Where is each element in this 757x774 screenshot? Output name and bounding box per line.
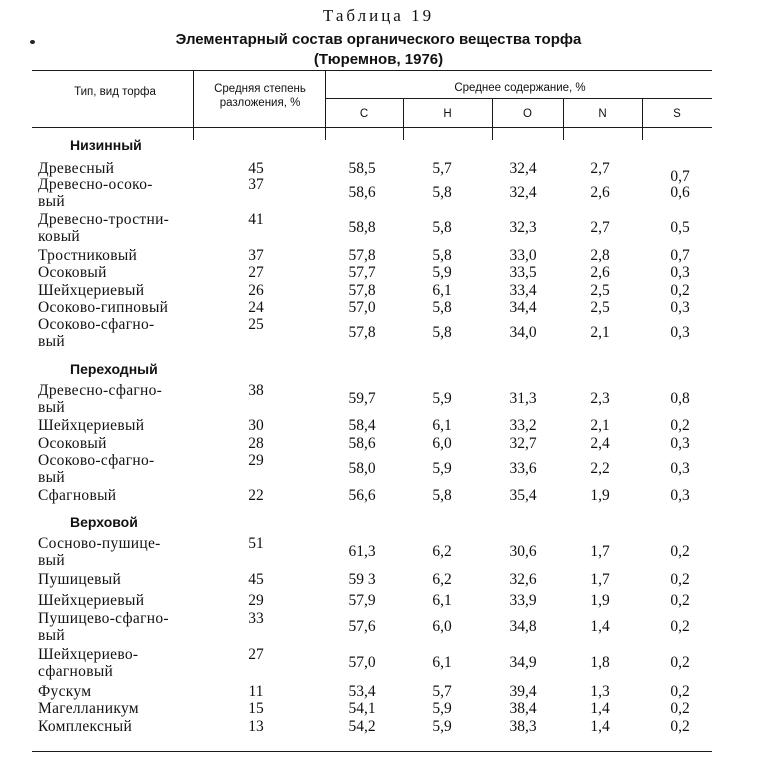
row-decomposition: 37	[248, 247, 264, 264]
row-value-o: 35,4	[509, 487, 537, 504]
row-value-s: 0,2	[670, 592, 690, 609]
row-value-s: 0,2	[670, 571, 690, 588]
row-value-c: 56,6	[348, 487, 376, 504]
row-name: Пушицево-сфагно-	[38, 610, 169, 627]
row-value-c: 54,2	[348, 718, 376, 735]
row-decomposition: 45	[248, 571, 264, 588]
header-type: Тип, вид торфа	[74, 86, 156, 98]
row-name: Фускум	[38, 683, 92, 700]
row-value-o: 34,9	[509, 654, 537, 671]
row-value-c: 57,0	[348, 299, 376, 316]
row-decomposition: 22	[248, 487, 264, 504]
section-title: Верховой	[70, 514, 138, 530]
row-value-n: 2,1	[590, 417, 610, 434]
row-value-c: 61,3	[348, 543, 376, 560]
row-value-o: 32,4	[509, 184, 537, 201]
row-name: Древесно-сфагно-	[38, 382, 163, 399]
row-name: Шейхцериевый	[38, 592, 145, 609]
row-value-n: 2,5	[590, 299, 610, 316]
header-decomposition: Средняя степень разложения, %	[214, 83, 306, 109]
header-element-h: H	[443, 108, 452, 120]
row-value-c: 53,4	[348, 683, 376, 700]
table-source: (Тюремнов, 1976)	[313, 51, 444, 68]
row-value-n: 2,7	[590, 219, 610, 236]
table-top-rule	[32, 70, 712, 71]
col-divider-type	[193, 70, 194, 140]
row-value-s: 0,2	[670, 683, 690, 700]
row-value-s: 0,5	[670, 219, 690, 236]
row-value-n: 2,6	[590, 184, 610, 201]
row-decomposition: 33	[248, 610, 264, 627]
row-name: сфагновый	[38, 663, 114, 680]
row-value-h: 6,0	[432, 618, 452, 635]
row-decomposition: 24	[248, 299, 264, 316]
row-value-s: 0,7	[670, 168, 690, 185]
header-element-n: N	[598, 108, 607, 120]
row-value-n: 2,1	[590, 324, 610, 341]
row-value-n: 1,3	[590, 683, 610, 700]
row-name: Комплексный	[38, 718, 133, 735]
row-value-o: 31,3	[509, 390, 537, 407]
row-decomposition: 27	[248, 646, 264, 663]
row-value-n: 2,5	[590, 282, 610, 299]
row-name: Осоково-гипновый	[38, 299, 169, 316]
row-name: Шейхцериевый	[38, 417, 145, 434]
row-value-h: 5,7	[432, 683, 452, 700]
row-value-h: 6,1	[432, 654, 452, 671]
header-bottom-rule	[32, 127, 712, 128]
row-value-s: 0,7	[670, 247, 690, 264]
row-decomposition: 29	[248, 452, 264, 469]
row-name: вый	[38, 399, 65, 416]
row-name: Магелланикум	[38, 700, 139, 717]
row-name: Пушицевый	[38, 571, 122, 588]
row-value-o: 33,9	[509, 592, 537, 609]
row-decomposition: 29	[248, 592, 264, 609]
row-value-o: 34,0	[509, 324, 537, 341]
row-value-c: 58,6	[348, 435, 376, 452]
row-name: вый	[38, 627, 65, 644]
row-value-o: 33,0	[509, 247, 537, 264]
row-decomposition: 25	[248, 316, 264, 333]
row-value-h: 5,8	[432, 487, 452, 504]
row-value-n: 1,7	[590, 543, 610, 560]
row-value-s: 0,8	[670, 390, 690, 407]
row-value-s: 0,3	[670, 435, 690, 452]
row-name: Древесно-осоко-	[38, 176, 153, 193]
row-value-n: 1,4	[590, 700, 610, 717]
row-value-s: 0,2	[670, 543, 690, 560]
row-value-h: 5,9	[432, 718, 452, 735]
row-value-o: 34,4	[509, 299, 537, 316]
row-value-n: 2,6	[590, 264, 610, 281]
row-value-n: 2,2	[590, 460, 610, 477]
row-value-s: 0,2	[670, 700, 690, 717]
row-name: Осоковый	[38, 435, 107, 452]
row-value-s: 0,2	[670, 654, 690, 671]
row-decomposition: 13	[248, 718, 264, 735]
row-value-c: 57,7	[348, 264, 376, 281]
row-value-s: 0,3	[670, 299, 690, 316]
row-value-s: 0,6	[670, 184, 690, 201]
row-value-c: 57,0	[348, 654, 376, 671]
row-name: Сфагновый	[38, 487, 117, 504]
row-value-n: 1,9	[590, 592, 610, 609]
col-divider-decomp	[325, 70, 326, 140]
row-value-o: 33,5	[509, 264, 537, 281]
row-name: вый	[38, 193, 65, 210]
row-value-n: 1,4	[590, 618, 610, 635]
row-value-o: 39,4	[509, 683, 537, 700]
row-value-h: 5,8	[432, 299, 452, 316]
row-value-c: 57,8	[348, 247, 376, 264]
row-value-o: 32,4	[509, 160, 537, 177]
row-value-h: 6,1	[432, 282, 452, 299]
row-decomposition: 26	[248, 282, 264, 299]
row-value-n: 1,7	[590, 571, 610, 588]
row-value-n: 1,9	[590, 487, 610, 504]
row-name: вый	[38, 333, 65, 350]
section-title: Низинный	[70, 137, 142, 153]
row-value-o: 30,6	[509, 543, 537, 560]
row-decomposition: 37	[248, 176, 264, 193]
row-value-c: 59 3	[348, 571, 376, 588]
row-name: Древесно-тростни-	[38, 211, 170, 228]
row-value-o: 38,4	[509, 700, 537, 717]
row-value-o: 33,4	[509, 282, 537, 299]
row-value-h: 5,8	[432, 247, 452, 264]
table-bottom-rule	[32, 751, 712, 752]
row-value-c: 58,4	[348, 417, 376, 434]
row-value-h: 5,9	[432, 700, 452, 717]
row-value-o: 33,6	[509, 460, 537, 477]
row-value-o: 34,8	[509, 618, 537, 635]
row-decomposition: 28	[248, 435, 264, 452]
row-name: ковый	[38, 228, 81, 245]
row-value-h: 5,7	[432, 160, 452, 177]
row-value-s: 0,2	[670, 618, 690, 635]
row-decomposition: 27	[248, 264, 264, 281]
row-decomposition: 41	[248, 211, 264, 228]
row-value-o: 33,2	[509, 417, 537, 434]
row-value-h: 5,9	[432, 264, 452, 281]
row-value-s: 0,3	[670, 487, 690, 504]
row-value-s: 0,2	[670, 417, 690, 434]
row-value-h: 6,2	[432, 571, 452, 588]
row-name: Шейхцериевый	[38, 282, 145, 299]
row-value-c: 57,8	[348, 282, 376, 299]
content-subheader-rule	[325, 98, 712, 99]
row-value-c: 58,0	[348, 460, 376, 477]
row-value-n: 1,8	[590, 654, 610, 671]
row-value-s: 0,3	[670, 324, 690, 341]
row-value-o: 38,3	[509, 718, 537, 735]
row-value-c: 57,6	[348, 618, 376, 635]
row-value-c: 58,6	[348, 184, 376, 201]
row-value-h: 6,1	[432, 417, 452, 434]
row-value-h: 5,9	[432, 460, 452, 477]
row-value-n: 2,8	[590, 247, 610, 264]
row-value-c: 54,1	[348, 700, 376, 717]
row-name: Древесный	[38, 160, 115, 177]
row-name: Тростниковый	[38, 247, 138, 264]
row-decomposition: 15	[248, 700, 264, 717]
row-value-h: 5,8	[432, 219, 452, 236]
row-decomposition: 45	[248, 160, 264, 177]
row-value-s: 0,2	[670, 282, 690, 299]
header-element-o: O	[523, 108, 532, 120]
row-name: Сосново-пушице-	[38, 535, 161, 552]
ink-dot	[30, 40, 35, 44]
row-value-h: 5,8	[432, 324, 452, 341]
row-value-n: 2,3	[590, 390, 610, 407]
row-value-n: 1,4	[590, 718, 610, 735]
row-value-h: 6,2	[432, 543, 452, 560]
row-value-h: 6,0	[432, 435, 452, 452]
row-value-s: 0,2	[670, 718, 690, 735]
row-value-c: 57,8	[348, 324, 376, 341]
row-value-c: 59,7	[348, 390, 376, 407]
row-value-c: 58,8	[348, 219, 376, 236]
row-name: Осоково-сфагно-	[38, 452, 155, 469]
row-value-n: 2,4	[590, 435, 610, 452]
row-value-c: 58,5	[348, 160, 376, 177]
row-name: вый	[38, 469, 65, 486]
row-name: Шейхцериево-	[38, 646, 139, 663]
row-value-c: 57,9	[348, 592, 376, 609]
table-label: Таблица 19	[322, 6, 435, 25]
header-element-c: C	[359, 108, 369, 120]
row-decomposition: 38	[248, 382, 264, 399]
row-value-s: 0,3	[670, 264, 690, 281]
row-name: вый	[38, 552, 65, 569]
header-element-s: S	[673, 108, 681, 120]
row-decomposition: 51	[248, 535, 264, 552]
table-title: Элементарный состав органического вещества торфа	[175, 31, 582, 48]
row-value-s: 0,3	[670, 460, 690, 477]
row-value-o: 32,7	[509, 435, 537, 452]
row-name: Осоково-сфагно-	[38, 316, 155, 333]
row-name: Осоковый	[38, 264, 107, 281]
row-value-n: 2,7	[590, 160, 610, 177]
row-value-h: 6,1	[432, 592, 452, 609]
row-decomposition: 30	[248, 417, 264, 434]
row-decomposition: 11	[248, 683, 264, 700]
row-value-o: 32,3	[509, 219, 537, 236]
row-value-o: 32,6	[509, 571, 537, 588]
section-title: Переходный	[70, 361, 158, 377]
row-value-h: 5,8	[432, 184, 452, 201]
header-content: Среднее содержание, %	[454, 82, 586, 94]
row-value-h: 5,9	[432, 390, 452, 407]
